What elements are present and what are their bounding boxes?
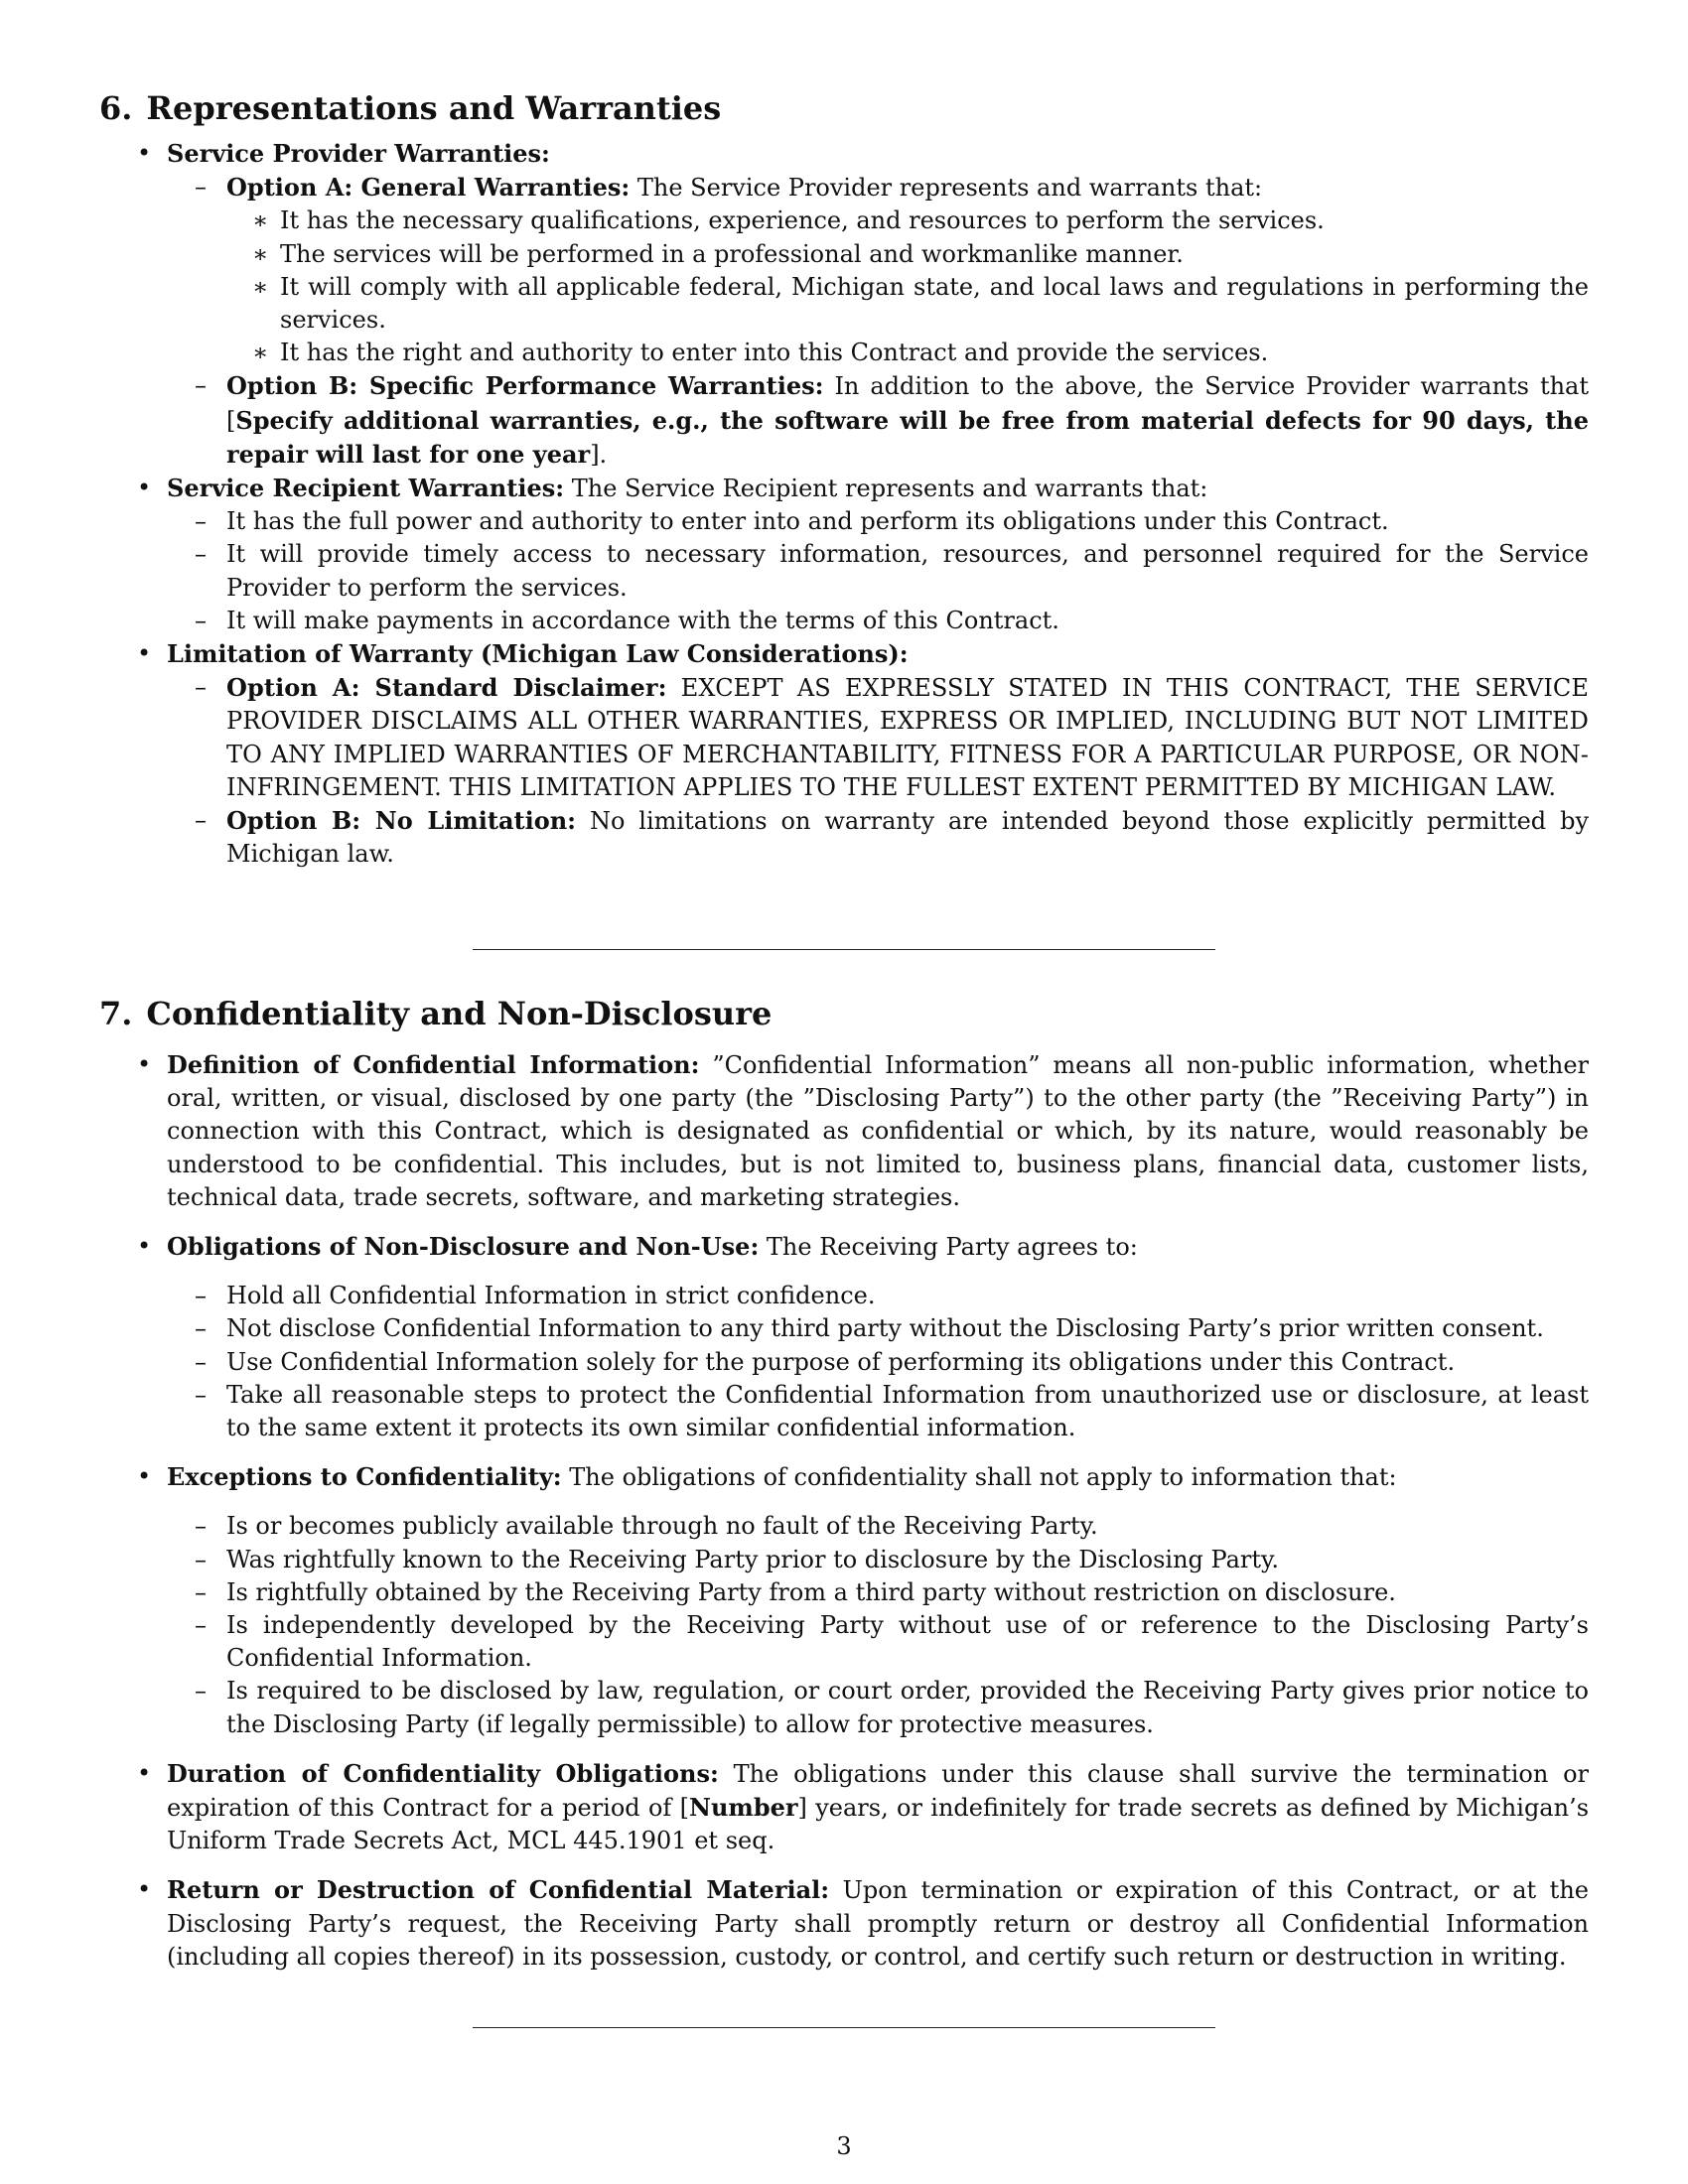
asterisk-icon: ∗	[252, 339, 269, 367]
section-divider	[473, 949, 1215, 950]
recipient-item: It will make payments in accordance with the terms of this Contract.	[226, 606, 1059, 634]
obligation-item: Hold all Confidential Information in strict confidence.	[226, 1282, 876, 1310]
list-item	[99, 369, 1589, 472]
list-item	[99, 171, 1589, 205]
list-item	[99, 472, 1589, 505]
warranty-item: The services will be performed in a professional and workmanlike manner.	[280, 239, 1184, 268]
section-divider	[473, 2027, 1215, 2028]
list-item	[99, 1576, 1589, 1609]
dash-icon: –	[195, 673, 208, 702]
document-page-section-7	[99, 993, 1589, 1974]
recipient-warranties-intro: The Service Recipient represents and warrants that:	[564, 475, 1208, 503]
list-item	[99, 1312, 1589, 1345]
limitation-option-b-label: Option B: No Limitation:	[226, 806, 577, 836]
warranty-item: It has the right and authority to enter into this Contract and provide the services.	[280, 339, 1269, 367]
list-item	[99, 337, 1589, 369]
section-6-heading	[99, 87, 1589, 129]
bullet-icon: •	[137, 1758, 152, 1787]
section-6-list	[99, 137, 1589, 871]
section-7-number: 7.	[99, 995, 133, 1032]
bullet-icon: •	[137, 1462, 152, 1491]
section-7-heading	[99, 993, 1589, 1034]
limitation-option-a-text: EXCEPT AS EXPRESSLY STATED IN THIS CONTRACT, THE SERVICE PROVIDER DISCLAIMS ALL OTHER WARRANTIES, EXPRESS OR IMPLIED, INCLUDING BUT NOT LIMITED TO ANY IMPLIED WARRANTIES OF MERCHANTABILITY, FITNESS FOR A PARTICULAR PURPOSE, OR NON-INFRINGEMENT. THIS LIMITATION APPLIES TO THE FULLEST EXTENT PERMITTED BY MICHIGAN LAW.	[226, 674, 1589, 801]
exceptions-label: Exceptions to Confidentiality:	[167, 1462, 562, 1492]
list-item	[99, 1544, 1589, 1576]
provider-option-b-end: ].	[590, 440, 608, 469]
dash-icon: –	[195, 1380, 207, 1409]
dash-icon: –	[195, 1347, 207, 1376]
section-7-title: Confidentiality and Non-Disclosure	[146, 995, 773, 1032]
duration-placeholder: Number	[689, 1793, 798, 1823]
bullet-icon: •	[137, 1875, 152, 1904]
list-item	[99, 205, 1589, 237]
list-item	[99, 1609, 1589, 1675]
provider-option-b-label: Option B: Specific Performance Warranties:	[226, 371, 824, 401]
obligation-item: Take all reasonable steps to protect the Confidential Information from unauthorized use or disclosure, at least to the same extent it protects its own similar confidential information.	[226, 1380, 1589, 1442]
return-label: Return or Destruction of Confidential Material:	[167, 1875, 830, 1905]
dash-icon: –	[195, 1545, 207, 1573]
exceptions-intro: The obligations of confidentiality shall not apply to information that:	[561, 1463, 1397, 1492]
dash-icon: –	[195, 1512, 207, 1541]
bullet-icon: •	[137, 139, 152, 167]
list-item	[99, 1675, 1589, 1740]
dash-icon: –	[195, 371, 207, 400]
list-item	[99, 137, 1589, 171]
section-7-list	[99, 1048, 1589, 1974]
list-item	[99, 505, 1589, 538]
dash-icon: –	[195, 173, 207, 202]
provider-option-a-label: Option A: General Warranties:	[226, 173, 631, 203]
list-item	[99, 1379, 1589, 1444]
dash-icon: –	[195, 806, 207, 835]
obligations-intro: The Receiving Party agrees to:	[759, 1233, 1138, 1262]
document-page	[99, 87, 1589, 871]
provider-warranties-label: Service Provider Warranties:	[167, 139, 550, 168]
dash-icon: –	[195, 1677, 207, 1706]
warranty-item: It has the necessary qualifications, experience, and resources to perform the services.	[280, 206, 1325, 235]
exception-item: Is rightfully obtained by the Receiving Party from a third party without restriction on disclosure.	[226, 1577, 1396, 1606]
bullet-icon: •	[137, 474, 152, 502]
dash-icon: –	[195, 606, 207, 634]
asterisk-icon: ∗	[252, 272, 269, 301]
definition-label: Definition of Confidential Information:	[167, 1050, 700, 1079]
return-text: Upon termination or expiration of this Contract, or at the Disclosing Party’s request, the Receiving Party shall promptly return or destroy all Confidential Information (including all copies thereof) in its possession, custody, or control, and certify such return or destruction in writing.	[167, 1876, 1589, 1971]
dash-icon: –	[195, 1314, 207, 1343]
list-item	[99, 538, 1589, 604]
dash-icon: –	[195, 507, 207, 536]
list-item	[99, 1346, 1589, 1379]
exception-item: Is required to be disclosed by law, regulation, or court order, provided the Receiving Party gives prior notice to the Disclosing Party (if legally permissible) to allow for protective measures.	[226, 1677, 1589, 1738]
list-item	[99, 271, 1589, 337]
bullet-icon: •	[137, 639, 152, 668]
warranty-item: It will comply with all applicable federal, Michigan state, and local laws and regulations in performing the services.	[280, 272, 1589, 335]
recipient-item: It has the full power and authority to enter into and perform its obligations under this Contract.	[226, 507, 1389, 536]
list-item	[99, 1873, 1589, 1974]
list-item	[99, 605, 1589, 637]
obligation-item: Use Confidential Information solely for the purpose of performing its obligations under this Contract.	[226, 1347, 1456, 1376]
provider-option-b-placeholder: Specify additional warranties, e.g., the software will be free from material defects for 90 days, the repair will last for one year	[226, 405, 1589, 469]
dash-icon: –	[195, 1282, 207, 1310]
duration-label: Duration of Confidentiality Obligations:	[167, 1758, 719, 1788]
section-6-number: 6.	[99, 89, 133, 127]
dash-icon: –	[195, 1611, 207, 1640]
dash-icon: –	[195, 1577, 207, 1606]
bullet-icon: •	[137, 1232, 152, 1261]
list-item	[99, 1757, 1589, 1858]
duration-text-end: ] years, or indefinitely for trade secrets as defined by Michigan’s Uniform Trade Secrets Act, MCL 445.1901 et seq.	[167, 1794, 1590, 1855]
list-item	[99, 1280, 1589, 1312]
dash-icon: –	[195, 540, 207, 569]
recipient-item: It will provide timely access to necessary information, resources, and personnel required for the Service Provider to perform the services.	[226, 540, 1589, 602]
exception-item: Is independently developed by the Receiving Party without use of or reference to the Disclosing Party’s Confidential Information.	[226, 1611, 1589, 1673]
bullet-icon: •	[137, 1050, 152, 1078]
list-item	[99, 1460, 1589, 1494]
asterisk-icon: ∗	[252, 206, 269, 235]
exception-item: Is or becomes publicly available through no fault of the Receiving Party.	[226, 1512, 1098, 1541]
exception-item: Was rightfully known to the Receiving Party prior to disclosure by the Disclosing Party.	[226, 1545, 1280, 1573]
list-item	[99, 637, 1589, 671]
section-6-title: Representations and Warranties	[146, 89, 722, 127]
list-item	[99, 671, 1589, 804]
list-item	[99, 1230, 1589, 1264]
list-item	[99, 238, 1589, 271]
list-item	[99, 1510, 1589, 1543]
obligation-item: Not disclose Confidential Information to any third party without the Disclosing Party’s prior written consent.	[226, 1314, 1544, 1343]
obligations-label: Obligations of Non-Disclosure and Non-Use:	[167, 1232, 760, 1262]
asterisk-icon: ∗	[252, 239, 269, 268]
limitation-option-a-label: Option A: Standard Disclaimer:	[226, 673, 667, 703]
limitation-label: Limitation of Warranty (Michigan Law Considerations):	[167, 639, 909, 669]
duration-text-start: The obligations under this clause shall survive the termination or expiration of this Contract for a period of [	[167, 1759, 1589, 1823]
recipient-warranties-label: Service Recipient Warranties:	[167, 474, 565, 503]
definition-text: ”Confidential Information” means all non-public information, whether oral, written, or visual, disclosed by one party (the ”Disclosing Party”) to the other party (the ”Receiving Party”) in connection with this Contract, which is designated as confidential or which, by its nature, would reasonably be understood to be confidential. This includes, but is not limited to, business plans, financial data, customer lists, technical data, trade secrets, software, and marketing strategies.	[167, 1051, 1589, 1211]
provider-option-b-text: In addition to the above, the Service Provider warrants that [	[226, 372, 1589, 435]
limitation-option-b-text: No limitations on warranty are intended beyond those explicitly permitted by Michigan law.	[226, 807, 1589, 869]
list-item	[99, 804, 1589, 871]
list-item	[99, 1048, 1589, 1214]
provider-option-a-intro: The Service Provider represents and warrants that:	[630, 174, 1263, 203]
page-number: 3	[836, 2132, 852, 2160]
